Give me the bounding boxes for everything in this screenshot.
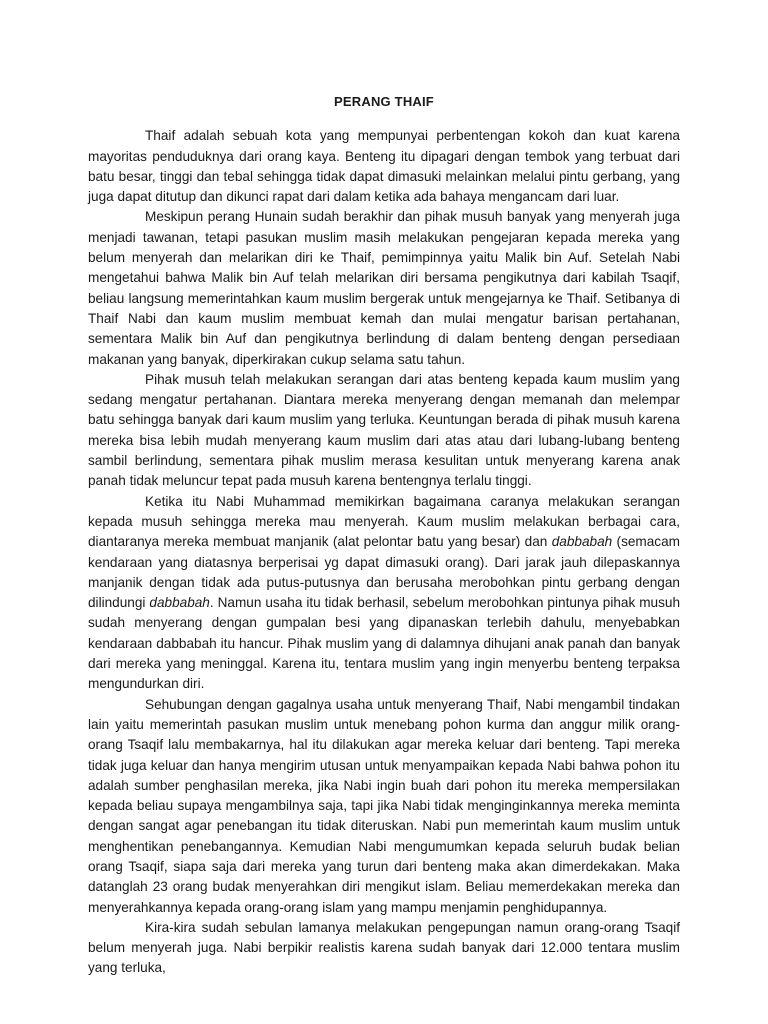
paragraph-text: . Namun usaha itu tidak berhasil, sebelum merobohkan pintunya pihak musuh sudah menyerang dengan gumpalan besi yang dipanaskan terlebih dahulu, menyebabkan kendaraan dabbabah itu hancur. Pihak muslim yang di dalamnya dihujani anak panah dan banyak dari mereka yang meninggal. Karena itu, tentara muslim yang ingin menyerbu benteng terpaksa mengundurkan diri.	[88, 595, 681, 692]
paragraph-text: Ketika itu Nabi Muhammad memikirkan bagaimana caranya melakukan serangan kepada musuh sehingga mereka mau menyerah. Kaum muslim melakukan berbagai cara, diantaranya mereka membuat manjanik (alat pelontar batu yang besar) dan	[88, 493, 680, 550]
paragraph-text: Sehubungan dengan gagalnya usaha untuk menyerang Thaif, Nabi mengambil tindakan lain yaitu memerintah pasukan muslim untuk menebang pohon kurma dan anggur milik orang-orang Tsaqif lalu membakarnya, hal itu dilakukan agar mereka keluar dari benteng. Tapi mereka tidak juga keluar dan hanya mengirim utusan untuk menyampaikan kepada Nabi bahwa pohon itu adalah sumber penghasilan mereka, jika Nabi ingin buah dari pohon itu mereka mempersilakan kepada beliau supaya mengambilnya saja, tapi jika Nabi tidak menginginkannya mereka meminta dengan sangat agar penebangan itu tidak diteruskan. Nabi pun memerintah kaum muslim untuk menghentikan penebangannya. Kemudian Nabi mengumumkan kepada seluruh budak belian orang Tsaqif, siapa saja dari mereka yang turun dari benteng maka akan dimerdekakan. Maka datanglah 23 orang budak menyerahkan diri mengikut islam. Beliau memerdekakan mereka dan menyerahkannya kepada orang-orang islam yang mampu menjamin penghidupannya.	[88, 696, 680, 915]
body-paragraph	[88, 126, 680, 207]
italic-term: dabbabah	[149, 595, 210, 611]
document-title: PERANG THAIF	[334, 94, 434, 109]
italic-term: dabbabah	[551, 534, 613, 550]
body-paragraph	[88, 370, 680, 492]
paragraph-text: Thaif adalah sebuah kota yang mempunyai perbentengan kokoh dan kuat karena mayoritas penduduknya dari orang kaya. Benteng itu dipagari dengan tembok yang terbuat dari batu besar, tinggi dan tebal sehingga tidak dapat dimasuki melainkan melalui pintu gerbang, yang juga dapat ditutup dan dikunci rapat dari dalam ketika ada bahaya mengancam dari luar.	[88, 128, 680, 205]
body-paragraph	[88, 695, 680, 918]
paragraph-text: Meskipun perang Hunain sudah berakhir dan pihak musuh banyak yang menyerah juga menjadi tawanan, tetapi pasukan muslim masih melakukan pengejaran kepada mereka yang belum menyerah dan melarikan diri ke Thaif, pemimpinnya yaitu Malik bin Auf. Setelah Nabi mengetahui bahwa Malik bin Auf telah melarikan diri bersama pengikutnya dari kabilah Tsaqif, beliau langsung memerintahkan kaum muslim bergerak untuk mengejarnya ke Thaif. Setibanya di Thaif Nabi dan kaum muslim membuat kemah dan mulai mengatur barisan pertahanan, sementara Malik bin Auf dan pengikutnya berlindung di dalam benteng dengan persediaan makanan yang banyak, diperkirakan cukup selama satu tahun.	[88, 209, 680, 367]
body-paragraph	[88, 492, 680, 695]
body-paragraph	[88, 918, 680, 979]
body-paragraph	[88, 207, 680, 369]
paragraph-text: Pihak musuh telah melakukan serangan dari atas benteng kepada kaum muslim yang sedang mengatur pertahanan. Diantara mereka menyerang dengan memanah dan melempar batu sehingga banyak dari kaum muslim yang terluka. Keuntungan berada di pihak musuh karena mereka bisa lebih mudah menyerang kaum muslim dari atas atau dari lubang-lubang benteng sambil berlindung, sementara pihak muslim merasa kesulitan untuk menyerang karena anak panah tidak meluncur tepat pada musuh karena bentengnya terlalu tinggi.	[88, 371, 680, 489]
paragraph-text: Kira-kira sudah sebulan lamanya melakukan pengepungan namun orang-orang Tsaqif belum menyerah juga. Nabi berpikir realistis karena sudah banyak dari 12.000 tentara muslim yang terluka,	[88, 919, 680, 976]
document-body	[88, 126, 680, 978]
paragraph-text: (semacam kendaraan yang diatasnya berperisai yg dapat dimasuki orang). Dari jarak jauh dilepaskannya manjanik dengan tidak ada putus-putusnya dan berusaha merobohkan pintu gerbang dengan dilindungi	[88, 534, 680, 611]
